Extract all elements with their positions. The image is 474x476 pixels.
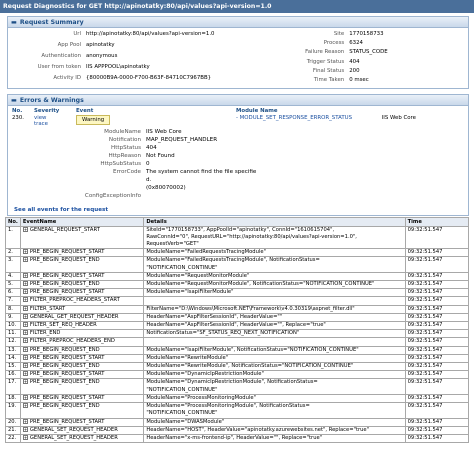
summary-label: Site xyxy=(333,31,345,37)
summary-label: Failure Reason xyxy=(305,49,345,56)
expand-icon[interactable]: + xyxy=(23,418,28,424)
event-name-cell xyxy=(20,371,143,379)
event-no: 19. xyxy=(6,403,21,418)
summary-label: Process xyxy=(323,40,345,47)
event-name: PRE_BEGIN_REQUEST_START xyxy=(29,289,105,296)
event-detail-line: ModuleName="ProcessMonitoringModule", NotificationStatus= xyxy=(146,403,310,410)
expand-icon[interactable]: + xyxy=(23,322,28,328)
event-no: 12. xyxy=(6,338,21,346)
col-no: No. xyxy=(6,218,21,227)
event-details-cell xyxy=(144,272,405,280)
event-name-cell xyxy=(20,289,143,297)
event-time: 09:32:51.547 xyxy=(405,297,468,305)
event-name: FILTER_START xyxy=(29,305,66,312)
event-no: 11. xyxy=(6,330,21,338)
event-details-cell xyxy=(144,289,405,297)
errors-warnings-panel xyxy=(7,94,469,216)
summary-label: Trigger Status xyxy=(306,58,345,65)
col-no: No. xyxy=(12,108,23,115)
event-time: 09:32:51.547 xyxy=(405,330,468,338)
col-time: Time xyxy=(405,218,468,227)
event-no: 2. xyxy=(6,249,21,257)
event-row xyxy=(6,297,469,305)
event-row xyxy=(6,257,469,272)
event-time: 09:32:51.547 xyxy=(405,257,468,272)
event-no: 16. xyxy=(6,371,21,379)
event-row xyxy=(6,322,469,330)
event-name-cell xyxy=(20,281,143,289)
event-time: 09:32:51.547 xyxy=(405,272,468,280)
event-no: 8. xyxy=(6,305,21,313)
event-name: PRE_BEGIN_REQUEST_END xyxy=(29,403,100,410)
event-time: 09:32:51.547 xyxy=(405,354,468,362)
event-row xyxy=(6,226,469,249)
event-name: PRE_BEGIN_REQUEST_END xyxy=(29,379,100,386)
errors-table xyxy=(10,107,418,127)
event-row xyxy=(6,338,469,346)
detail-label xyxy=(74,184,146,192)
event-time: 09:32:51.547 xyxy=(405,338,468,346)
event-detail-line: ModuleName="RequestMonitorModule" xyxy=(146,272,250,279)
event-time: 09:32:51.547 xyxy=(405,379,468,394)
see-all-events-link[interactable]: See all events for the request xyxy=(14,207,109,214)
event-detail-line: ModuleName="RequestMonitorModule", NotificationStatus="NOTIFICATION_CONTINUE" xyxy=(146,281,375,288)
view-trace-link[interactable]: view trace xyxy=(34,115,48,128)
expand-icon[interactable]: + xyxy=(23,313,28,319)
event-name-cell xyxy=(20,418,143,426)
detail-label: ErrorCode xyxy=(113,169,141,176)
event-name-cell xyxy=(20,354,143,362)
event-detail-line: ModuleName="IsapiFilterModule", NotificationStatus="NOTIFICATION_CONTINUE" xyxy=(146,346,359,353)
event-detail-line: HeaderName="HOST", HeaderValue="apinotatky.azurewebsites.net", Replace="true" xyxy=(146,426,369,433)
event-name: PRE_BEGIN_REQUEST_END xyxy=(29,281,100,288)
event-name-cell xyxy=(20,313,143,321)
event-name: PRE_BEGIN_REQUEST_START xyxy=(29,249,105,256)
event-name-cell xyxy=(20,338,143,346)
event-detail-line: "NOTIFICATION_CONTINUE" xyxy=(146,386,218,393)
event-details-cell xyxy=(144,297,405,305)
col-details: Details xyxy=(144,218,405,227)
detail-label: HttpReason xyxy=(108,153,141,160)
summary-value: 1770158733 xyxy=(349,31,384,37)
event-detail-line: HeaderName="x-ms-frontend-ip", HeaderValue="", Replace="true" xyxy=(146,434,323,441)
event-no: 13. xyxy=(6,346,21,354)
event-row xyxy=(6,354,469,362)
event-time: 09:32:51.547 xyxy=(405,305,468,313)
col-severity: Severity xyxy=(34,108,60,115)
event-time: 09:32:51.547 xyxy=(405,289,468,297)
detail-value: 0 xyxy=(146,161,150,168)
expand-icon[interactable]: + xyxy=(23,297,28,303)
event-detail-line: ModuleName="RewriteModule" xyxy=(146,354,229,361)
event-detail-line: RequestVerb="GET" xyxy=(146,241,199,248)
event-name-cell xyxy=(20,297,143,305)
event-details-cell xyxy=(144,379,405,394)
detail-value xyxy=(146,192,468,200)
event-no: 1. xyxy=(6,226,21,249)
col-event-name: EventName xyxy=(20,218,143,227)
event-name-cell xyxy=(20,379,143,394)
event-details-cell xyxy=(144,394,405,402)
expand-icon[interactable]: + xyxy=(23,354,28,360)
event-no: 20. xyxy=(6,418,21,426)
event-no: 5. xyxy=(6,281,21,289)
summary-right-fields xyxy=(265,30,468,85)
event-name-cell xyxy=(20,257,143,272)
detail-label: HttpStatus xyxy=(111,145,141,152)
event-name: PRE_BEGIN_REQUEST_END xyxy=(29,257,100,264)
summary-value: 6324 xyxy=(349,40,363,47)
event-time: 09:32:51.547 xyxy=(405,434,468,442)
detail-label: Notification xyxy=(108,137,141,144)
expand-icon[interactable]: + xyxy=(23,379,28,385)
expand-icon[interactable]: + xyxy=(23,305,28,311)
event-name: PRE_BEGIN_REQUEST_END xyxy=(29,346,100,353)
event-details-cell xyxy=(144,305,405,313)
event-details-cell xyxy=(144,313,405,321)
event-detail-line: SiteId="1770158733", AppPoolId="apinotatky", ConnId="1610615704", xyxy=(146,226,335,233)
event-detail-line: "NOTIFICATION_CONTINUE" xyxy=(146,264,218,271)
event-row xyxy=(6,371,469,379)
event-time: 09:32:51.547 xyxy=(405,226,468,249)
event-details-cell xyxy=(144,330,405,338)
event-detail-line: "NOTIFICATION_CONTINUE" xyxy=(146,410,218,417)
event-name: PRE_BEGIN_REQUEST_START xyxy=(29,354,105,361)
event-time: 09:32:51.547 xyxy=(405,394,468,402)
event-details-cell xyxy=(144,426,405,434)
event-no: 22. xyxy=(6,434,21,442)
event-detail-line: ModuleName="ProcessMonitoringModule" xyxy=(146,394,256,401)
event-details-cell xyxy=(144,281,405,289)
errors-warnings-heading: Errors & Warnings xyxy=(19,97,84,105)
expand-icon[interactable]: + xyxy=(23,338,28,344)
event-no: 18. xyxy=(6,394,21,402)
request-summary-panel xyxy=(7,16,469,89)
expand-icon[interactable]: + xyxy=(23,426,28,432)
detail-value: d. xyxy=(146,177,152,184)
event-detail-line: ModuleName="IsapiFilterModule" xyxy=(146,289,234,296)
events-table xyxy=(5,217,469,443)
expand-icon[interactable]: + xyxy=(23,330,28,336)
event-row xyxy=(6,281,469,289)
event-time: 09:32:51.547 xyxy=(405,403,468,418)
event-details-cell xyxy=(144,346,405,354)
event-time: 09:32:51.547 xyxy=(405,418,468,426)
summary-label: Time Taken xyxy=(313,76,345,83)
expand-icon[interactable]: + xyxy=(23,257,28,263)
event-details-cell xyxy=(144,226,405,249)
request-summary-heading: Request Summary xyxy=(19,19,84,26)
event-name: FILTER_END xyxy=(29,330,61,337)
event-row xyxy=(6,313,469,321)
summary-label: User from token xyxy=(37,64,81,71)
event-details-cell xyxy=(144,338,405,346)
detail-value: MAP_REQUEST_HANDLER xyxy=(146,137,218,144)
event-name: PRE_BEGIN_REQUEST_END xyxy=(29,363,100,370)
event-detail-line: ModuleName="FailedRequestsTracingModule" xyxy=(146,249,266,256)
event-name-cell xyxy=(20,426,143,434)
event-row xyxy=(6,379,469,394)
event-time: 09:32:51.547 xyxy=(405,363,468,371)
event-detail-line: FilterName="D:\Windows\Microsoft.NET\Framework\v4.0.30319\aspnet_filter.dll" xyxy=(146,305,355,312)
event-row xyxy=(6,346,469,354)
event-details-cell xyxy=(144,257,405,272)
event-name-cell xyxy=(20,346,143,354)
event-name-cell xyxy=(20,322,143,330)
event-detail-line: ModuleName="DWASModule" xyxy=(146,418,225,425)
event-time: 09:32:51.547 xyxy=(405,346,468,354)
event-details-cell xyxy=(144,434,405,442)
expand-icon[interactable]: + xyxy=(23,394,28,400)
expand-icon[interactable]: + xyxy=(23,226,28,232)
detail-label xyxy=(74,176,146,184)
col-module: Module Name xyxy=(236,108,278,115)
error-module: IIS Web Core xyxy=(381,115,416,122)
event-details-cell xyxy=(144,354,405,362)
error-row xyxy=(10,115,418,127)
event-details-cell xyxy=(144,249,405,257)
window-title: Request Diagnostics for GET http://apinotatky:80/api/values?api-version=1.0 xyxy=(0,0,474,13)
event-time: 09:32:51.547 xyxy=(405,249,468,257)
event-no: 7. xyxy=(6,297,21,305)
summary-value: 404 xyxy=(349,58,360,65)
event-time: 09:32:51.547 xyxy=(405,313,468,321)
summary-label: Final Status xyxy=(312,67,345,74)
event-row xyxy=(6,403,469,418)
detail-value: (0x80070002) xyxy=(146,185,186,192)
event-detail-line: RawConnId="0", RequestURL="http://apinotatky:80/api/values?api-version=1.0", xyxy=(146,233,357,240)
summary-label: Activity ID xyxy=(53,75,81,82)
event-name-cell xyxy=(20,403,143,418)
summary-value: {80000B9A-0000-F700-B63F-84710C7967BB} xyxy=(86,75,212,82)
event-name-cell xyxy=(20,330,143,338)
event-name: PRE_BEGIN_REQUEST_START xyxy=(29,272,105,279)
summary-left-fields xyxy=(8,30,265,85)
event-name-cell xyxy=(20,249,143,257)
summary-value: STATUS_CODE xyxy=(349,49,388,56)
event-name-cell xyxy=(20,394,143,402)
event-name-cell xyxy=(20,305,143,313)
summary-value: 0 msec xyxy=(349,76,369,83)
event-details-cell xyxy=(144,322,405,330)
event-details-cell xyxy=(144,371,405,379)
event-no: 14. xyxy=(6,354,21,362)
event-row xyxy=(6,363,469,371)
expand-icon[interactable]: + xyxy=(23,434,28,440)
event-row xyxy=(6,330,469,338)
detail-label: ConfigExceptionInfo xyxy=(84,193,141,200)
expand-icon[interactable]: + xyxy=(23,403,28,409)
event-time: 09:32:51.547 xyxy=(405,371,468,379)
event-no: 10. xyxy=(6,322,21,330)
expand-icon[interactable]: + xyxy=(23,289,28,295)
detail-value: IIS Web Core xyxy=(146,129,182,136)
collapse-icon[interactable]: ▬ xyxy=(11,19,17,26)
detail-label: ModuleName xyxy=(104,129,141,136)
event-no: 6. xyxy=(6,289,21,297)
event-time: 09:32:51.547 xyxy=(405,322,468,330)
expand-icon[interactable]: + xyxy=(23,346,28,352)
event-name-cell xyxy=(20,272,143,280)
expand-icon[interactable]: + xyxy=(23,281,28,287)
summary-value: IIS APPPOOL\apinotatky xyxy=(86,64,150,71)
event-detail-line: NotificationStatus="SF_STATUS_REQ_NEXT_NOTIFICATION" xyxy=(146,330,300,337)
event-row xyxy=(6,426,469,434)
event-time: 09:32:51.547 xyxy=(405,426,468,434)
event-detail-line: HeaderName="AspFilterSessionId", HeaderValue="" xyxy=(146,313,283,320)
summary-value: apinotatky xyxy=(86,42,115,49)
event-row xyxy=(6,434,469,442)
event-details-cell xyxy=(144,403,405,418)
warning-badge: Warning xyxy=(76,115,110,125)
error-details xyxy=(74,128,468,200)
event-no: 15. xyxy=(6,363,21,371)
event-row xyxy=(6,249,469,257)
event-row xyxy=(6,305,469,313)
collapse-icon[interactable]: ▬ xyxy=(11,97,17,105)
event-detail-line: HeaderName="AspFilterSessionId", HeaderValue="", Replace="true" xyxy=(146,322,326,329)
event-name: GENERAL_GET_REQUEST_HEADER xyxy=(29,313,119,320)
event-name: FILTER_SET_REQ_HEADER xyxy=(29,322,97,329)
detail-label: HttpSubStatus xyxy=(100,161,141,168)
summary-label: Url xyxy=(73,31,81,37)
event-name: GENERAL_REQUEST_START xyxy=(29,226,100,233)
detail-value: The system cannot find the file specifie xyxy=(146,169,257,176)
event-detail-line: ModuleName="DynamicIpRestrictionModule" xyxy=(146,371,264,378)
event-details-cell xyxy=(144,418,405,426)
event-row xyxy=(6,394,469,402)
event-detail-line: ModuleName="FailedRequestsTracingModule", NotificationStatus= xyxy=(146,257,320,264)
event-name-cell xyxy=(20,363,143,371)
event-row xyxy=(6,289,469,297)
error-event-link[interactable]: - MODULE_SET_RESPONSE_ERROR_STATUS xyxy=(236,115,352,122)
summary-label: App Pool xyxy=(57,42,81,49)
errors-warnings-header[interactable] xyxy=(8,95,468,106)
event-no: 3. xyxy=(6,257,21,272)
event-name: PRE_BEGIN_REQUEST_START xyxy=(29,371,105,378)
expand-icon[interactable]: + xyxy=(23,272,28,278)
error-no: 230. xyxy=(12,115,25,122)
detail-value: 404 xyxy=(146,145,157,152)
summary-value: anonymous xyxy=(86,53,118,60)
event-name: GENERAL_SET_REQUEST_HEADER xyxy=(29,426,118,433)
event-details-cell xyxy=(144,363,405,371)
event-name: FILTER_PREPROC_HEADERS_START xyxy=(29,297,120,304)
event-detail-line: ModuleName="DynamicIpRestrictionModule", NotificationStatus= xyxy=(146,379,318,386)
event-row xyxy=(6,272,469,280)
summary-value: 200 xyxy=(349,67,360,74)
event-name: PRE_BEGIN_REQUEST_START xyxy=(29,418,105,425)
summary-value: http://apinotatky:80/api/values?api-version=1.0 xyxy=(86,31,215,37)
event-no: 17. xyxy=(6,379,21,394)
event-row xyxy=(6,418,469,426)
event-name-cell xyxy=(20,226,143,249)
detail-value: Not Found xyxy=(146,153,175,160)
expand-icon[interactable]: + xyxy=(23,371,28,377)
col-event: Event xyxy=(76,108,94,115)
event-name-cell xyxy=(20,434,143,442)
event-no: 21. xyxy=(6,426,21,434)
expand-icon[interactable]: + xyxy=(23,249,28,255)
event-name: PRE_BEGIN_REQUEST_START xyxy=(29,394,105,401)
summary-label: Authentication xyxy=(41,53,81,60)
event-detail-line: ModuleName="RewriteModule", NotificationStatus="NOTIFICATION_CONTINUE" xyxy=(146,363,354,370)
request-summary-header[interactable] xyxy=(8,17,468,28)
event-no: 4. xyxy=(6,272,21,280)
event-time: 09:32:51.547 xyxy=(405,281,468,289)
event-name: FILTER_PREPROC_HEADERS_END xyxy=(29,338,115,345)
event-no: 9. xyxy=(6,313,21,321)
expand-icon[interactable]: + xyxy=(23,363,28,369)
event-name: GENERAL_SET_REQUEST_HEADER xyxy=(29,434,118,441)
